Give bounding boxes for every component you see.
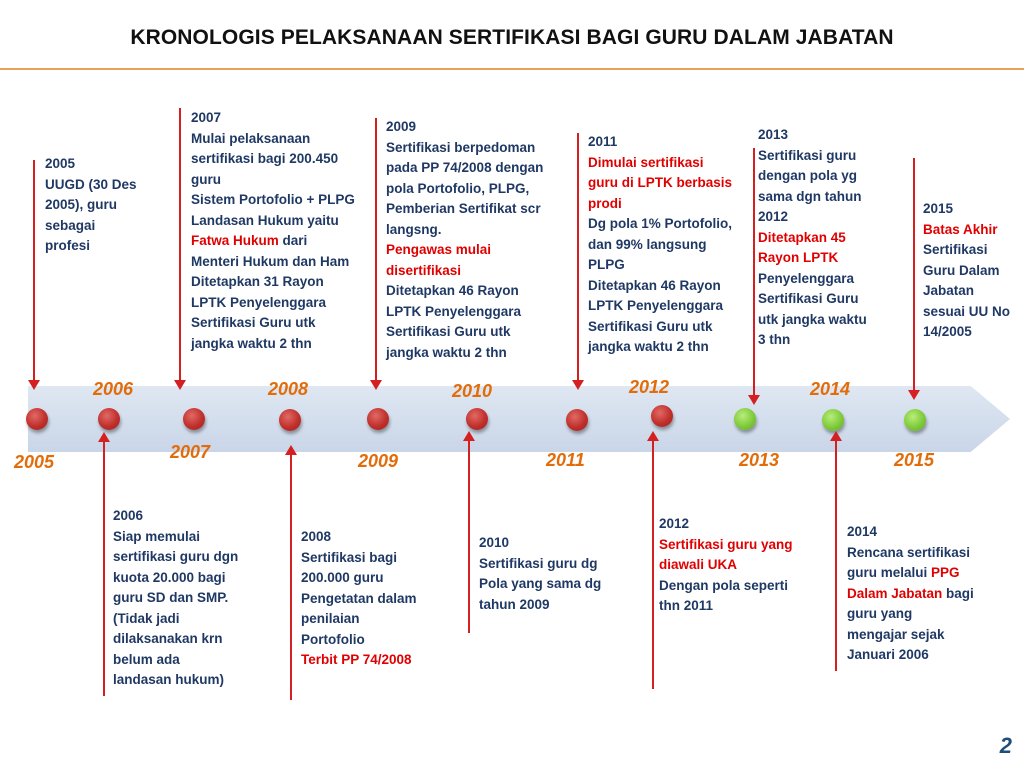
arrow-2013 [753,148,755,403]
note-2011: 2011 Dimulai sertifikasi guru di LPTK berbasis prodi Dg pola 1% Portofolio, dan 99% langsung PLPG Ditetapkan 46 Rayon LPTK Penyelenggara Sertifikasi Guru utk jangka waktu 2 thn [588,134,733,354]
note-2012: 2012 Sertifikasi guru yang diawali UKA Dengan pola seperti thn 2011 [659,516,793,613]
arrow-2015 [913,158,915,398]
arrow-2012 [652,433,654,689]
note-2009: 2009 Sertifikasi berpedoman pada PP 74/2008 dengan pola Portofolio, PLPG, Pemberian Sertifikat scr langsng. Pengawas mulai disertifikasi Ditetapkan 46 Rayon LPTK Penyelenggara Sertifikasi Guru utk jangka waktu 2 thn [386,119,544,360]
note-2008: 2008 Sertifikasi bagi 200.000 guru Pengetatan dalam penilaian Portofolio Terbit PP 74/2008 [301,527,417,671]
marker-2010 [466,408,488,430]
arrow-2005 [33,160,35,388]
year-label-2010: 2010 [452,381,493,401]
year-label-2007: 2007 [170,442,211,462]
marker-2007 [183,408,205,430]
marker-2005 [26,408,48,430]
page-number: 2 [999,733,1012,758]
year-label-2011: 2011 [546,450,585,470]
note-2015: 2015 Batas Akhir Sertifikasi Guru Dalam Jabatan sesuai UU No 14/2005 [923,201,1011,339]
marker-2011 [566,409,588,431]
note-2006: 2006 Siap memulai sertifikasi guru dgn kuota 20.000 bagi guru SD dan SMP. (Tidak jadi dilaksanakan krn belum ada landasan hukum) [113,508,239,687]
arrow-2008 [290,447,292,700]
year-label-2006: 2006 [93,379,134,399]
note-2010: 2010 Sertifikasi guru dg Pola yang sama dg tahun 2009 [479,535,602,612]
arrow-2006 [103,434,105,696]
marker-2006 [98,408,120,430]
pp74-highlight: Terbit PP 74/2008 [301,652,412,667]
year-label-2015: 2015 [894,450,935,470]
marker-2015 [904,409,926,431]
marker-2012 [651,405,673,427]
page-title: KRONOLOGIS PELAKSANAAN SERTIFIKASI BAGI GURU DALAM JABATAN [130,26,894,49]
year-label-2009: 2009 [358,451,399,471]
marker-2013 [734,408,756,430]
year-label-2014: 2014 [810,379,851,399]
arrow-2010 [468,433,470,633]
year-label-2012: 2012 [629,377,670,397]
fatwa-hukum-highlight: Fatwa Hukum [191,233,279,248]
year-label-2013: 2013 [739,450,780,470]
title-divider [0,68,1024,70]
year-label-2008: 2008 [268,379,309,399]
arrow-2014 [835,433,837,671]
year-label-2005: 2005 [14,452,55,472]
marker-2009 [367,408,389,430]
note-2005: 2005 UUGD (30 Des 2005), guru sebagai profesi [45,156,137,253]
arrow-2007 [179,108,181,388]
note-2014: 2014 Rencana sertifikasi guru melalui PPG Dalam Jabatan bagi guru yang mengajar sejak Januari 2006 [847,524,974,662]
note-2013: 2013 Sertifikasi guru dengan pola yg sama dgn tahun 2012 Ditetapkan 45 Rayon LPTK Penyelenggara Sertifikasi Guru utk jangka waktu 3 thn [758,127,867,347]
note-2007: 2007 Mulai pelaksanaan sertifikasi bagi 200.450 guru Sistem Portofolio + PLPG Landasan Hukum yaitu Fatwa Hukum dari Menteri Hukum dan Ham Ditetapkan 31 Rayon LPTK Penyelenggara Sertifikasi Guru utk jangka waktu 2 thn [191,110,355,351]
marker-2014 [822,409,844,431]
arrow-2009 [375,118,377,388]
arrow-2011 [577,133,579,388]
marker-2008 [279,409,301,431]
